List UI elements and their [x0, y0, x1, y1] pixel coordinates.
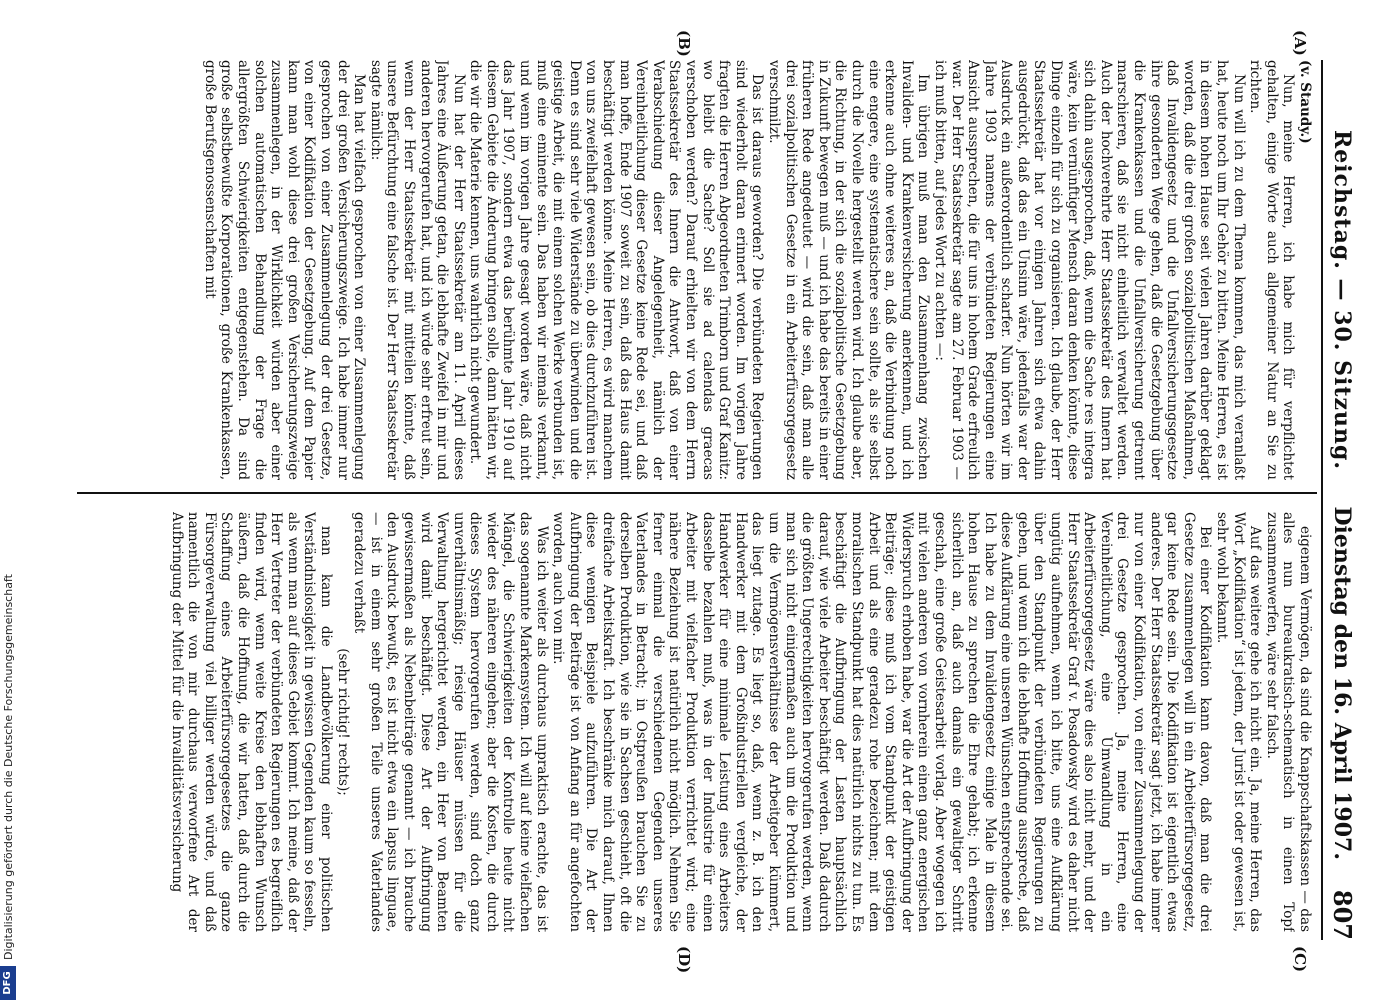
speaker-label: (v. Staudy.) [1297, 60, 1313, 144]
page-header [1321, 70, 1361, 940]
header-right-title: Dienstag den 16. April 1907. [1329, 506, 1355, 860]
funding-sidebar [0, 0, 20, 1000]
interjection: (sehr richtig! rechts); [334, 648, 351, 796]
page-number: 807 [1328, 889, 1357, 940]
margin-marker-c: (C) [1291, 946, 1309, 973]
paragraph: Bei einer Kodifikation kann davon, daß man die drei Gesetze zusammenlegen will in ein Arbeiterfürsorgegesetz, gar keine Rede sein. Die Kodifikation ist eigentlich etwas anderes. Der Herr Staatssekretär sagt jetzt, ich habe immer nur von einer Kodifikation, von einer Zusammenlegung der drei Gesetze gesprochen. Ja, meine Herren, eine Vereinheitlichung, eine Umwandlung in ein Arbeiterfürsorgegesetz wäre dies also nicht mehr, und der Herr Staatssekretär Graf v. Posadowsky wird es daher nicht ungütig aufnehmen, wenn ich bitte, uns eine Aufklärung über den Standpunkt der verbündeten Regierungen zu geben, und wenn ich die lebhafte Hoffnung ausspreche, daß diese Aufklärung eine unseren Wünschen entsprechende sei. Ich habe zu dem Invalidengesetz einige Male in diesem hohen Hause zu sprechen die Ehre gehabt; ich erkenne sicherlich an, daß auch damals ein gewaltiger Schritt geschah, eine große Geistesarbeit vorlag. Aber wogegen ich mit vielen anderen von vornherein einen ganz energischen Widerspruch erhoben habe, war die Art der Aufbringung der Beiträge; diese muß ich vom Standpunkt der geistigen Arbeit und als eine geradezu rohe bezeichnen; mit dem moralischen Standpunkt hat dies natürlich nichts zu tun. Es beschäftigt die Aufbringung der Lasten hauptsächlich darauf, wie viele Arbeiter beschäftigt werden. Daß dadurch die größten Ungerechtigkeiten hervorgerufen werden, wenn man sich nicht einigermaßen auch um die Produktion und um die Vermögensverhältnisse der Arbeitgeber kümmert, das liegt zutage. Es liegt so, daß, wenn z. B. ich den Handwerker mit dem Großindustriellen vergleiche, der Handwerker für eine minimale Leistung eines Arbeiters dasselbe bezahlen muß, was in der Industrie für einen Arbeiter mit vielfacher Produktion verrichtet wird; eine nähere Beziehung ist natürlich nicht möglich. Nehmen Sie ferner einmal die verschiedenen Gegenden unseres Vaterlandes in Betracht; in Ostpreußen brauchen Sie zu derselben Produktion, wie sie in Sachsen geschieht, oft die dreifache Arbeitskraft. Ich beschränke mich darauf, Ihnen diese wenigen Beispiele aufzuführen. Die Art der Aufbringung der Beiträge ist von Anfang an für angefochten worden, auch von mir. [550, 512, 1214, 932]
margin-marker-b: (B) [675, 30, 693, 57]
margin-marker-d: (D) [675, 946, 693, 974]
left-column [83, 60, 1313, 480]
funding-notice: Digitalisierung gefördert durch die Deutsche Forschungsgemeinschaft [2, 574, 15, 960]
paragraph: Was ich weiter als durchaus unpraktisch erachte, das ist das sogenannte Markensystem. Ich will auf keine vielfachen Mängel, die Schwierigkeiten der Kontrolle heute nicht wieder des näheren eingehen; aber die Kosten, die durch dieses System hervorgerufen werden, sind doch ganz unverhältnismäßig; riesige Häuser müssen für die Verwaltung hergerichtet werden, ein Heer von Beamten wird damit beschäftigt. Diese Art der Aufbringung gewissermaßen als Nebenbeiträge genannt — ich brauche den Ausdruck bewußt, es ist nicht etwa ein lapsus linguae, — ist in einem sehr großen Teile unseres Vaterlandes geradezu verhaßt [351, 512, 550, 932]
quoted-paragraph: Man hat vielfach gesprochen von einer Zusammenlegung der drei großen Versicherungszweige. Ich habe immer nur gesprochen von einer Zusammenlegung der drei Gesetze, von einer Kodifikation der Gesetzgebung. Auf dem Papier kann man wohl diese drei großen Versicherungszweige zusammenlegen, in der Wirklichkeit würden aber einer solchen automatischen Behandlung der Frage die allergrößten Schwierigkeiten entgegenstehen. Da sind große selbstbewußte Korporationen, große Krankenkassen, große Berufsgenossenschaften mit [201, 60, 368, 480]
paragraph: Nun, meine Herren, ich habe mich für verpflichtet gehalten, einige Worte auch allgemeiner Natur an Sie zu richten. [1247, 60, 1297, 480]
paragraph: Nun will ich zu dem Thema kommen, das mich veranlaßt hat, heute noch um Ihr Gehör zu bitten. Meine Herren, es ist in diesem hohen Hause seit vielen Jahren darüber geklagt worden, daß die drei großen sozialpolitischen Maßnahmen, daß Invalidengesetz und die Unfallversicherungsgesetze ihre gesonderten Wege gehen, daß die Gesetzgebung über die Krankenkassen und die Unfallversicherung getrennt marschieren, daß sie nicht einheitlich verwaltet werden. Auch der hochverehrte Herr Staatssekretär des Innern hat sich dahin ausgesprochen, daß, wenn die Sache res integra wäre, kein vernünftiger Mensch daran denken könnte, diese Dinge einzeln für sich zu organisieren. Ich glaube, der Herr Staatssekretär hat vor einigen Jahren sich etwa dahin ausgedrückt, daß das ein Unsinn wäre, jedenfalls war der Ausdruck ein außerordentlich scharfer. Nun hörten wir im Jahre 1903 namens der verbündeten Regierungen eine Ansicht aussprechen, die für uns in hohem Grade erfreulich war. Der Herr Staatssekretär sagte am 27. Februar 1903 — ich muß bitten, auf jedes Wort zu achten —: [931, 60, 1247, 480]
quoted-paragraph: Im übrigen muß man den Zusammenhang zwischen Invaliden- und Krankenversicherung anerkennen, und ich erkenne auch ohne weiteres an, daß die Verbindung noch eine engere, eine systematischere sein sollte, als sie selbst durch die Novelle hergestellt werden wird. Ich glaube aber, die Richtung, in der sich die sozialpolitische Gesetzgebung in Zukunft bewegen muß — und ich habe das bereits in einer früheren Rede angedeutet — wird die sein, daß man alle drei sozialpolitischen Gesetze in ein Arbeiterfürsorgegesetz verschmilzt. [766, 60, 932, 480]
paragraph: Nun hat der Herr Staatssekretär am 11. April dieses Jahres eine Äußerung getan, die lebhafte Zweifel in mir und anderen hervorgerufen hat, und ich würde sehr erfreut sein, wenn der Herr Staatssekretär mit mitteilen könnte, daß unsere Befürchtung eine falsche ist. Der Herr Staatssekretär sagte nämlich: [367, 60, 467, 480]
paragraph: eigenem Vermögen, da sind die Knappschaftskassen — das alles nun bureaukratisch-schematisch in einen Topf zusammenwerfen, wäre sehr falsch. [1263, 512, 1313, 932]
margin-marker-a: (A) [1291, 30, 1309, 56]
header-rule [1321, 60, 1323, 940]
column-divider [77, 492, 1317, 494]
header-left-title: Reichstag. — 30. Sitzung. [1329, 130, 1355, 471]
right-column [83, 512, 1313, 932]
paragraph: Das ist daraus geworden? Die verbündeten Regierungen sind wiederholt daran erinnert worden. Im vorigen Jahre fragten die Herren Abgeordneten Trimborn und Graf Kanitz: wo bleibt die Sache? Soll sie ad calendas graecas verschoben werden? Darauf erhielten wir von dem Herrn Staatssekretär des Innern die Antwort, daß von einer Verabschiedung dieser Angelegenheit, nämlich der Vereinheitlichung dieser Gesetze keine Rede sei, und daß man hoffe, Ende 1907 soweit zu sein, daß das Haus damit beschäftigt werden könne. Meine Herren, es wird manchem von uns zweifelhaft gewesen sein, ob dies durchzuführen ist. Denn es sind sehr viele Widerstände zu überwinden und die geistige Arbeit, die mit einem solchen Werke verbunden ist, muß eine eminente sein. Das haben wir niemals verkannt, und wenn im vorigen Jahre gesagt worden wäre, daß nicht das Jahr 1907, sondern etwa das berühmte Jahr 1910 auf diesem Gebiete die Änderung bringen solle, dann hätten wir, die wir die Materie kennen, uns wahrlich nicht gewundert. [467, 60, 766, 480]
dfg-logo-icon: DFG [0, 966, 16, 1000]
paragraph: Auf das weitere gehe ich nicht ein. Ja, meine Herren, das Wort „Kodifikation“ ist jedem, der Jurist ist oder gewesen ist, sehr wohl bekannt. [1214, 512, 1264, 932]
paragraph: man kann die Landbevölkerung einer politischen Verständnislosigkeit in gewissen Gegenden kaum so fesseln, als wenn man auf dieses Gebiet kommt. Ich meine, daß der Herr Vertreter der verbündeten Regierungen es begreiflich finden wird, wenn weite Kreise den lebhaften Wunsch äußern, daß die Hoffnung, die wir hatten, daß durch die Schaffung eines Arbeiterfürsorgegesetzes die ganze Fürsorgeverwaltung viel billiger werden würde, und daß namentlich die von mir durchaus verworfene Art der Aufbringung der Mittel für die Invaliditätsversicherung [168, 512, 334, 932]
